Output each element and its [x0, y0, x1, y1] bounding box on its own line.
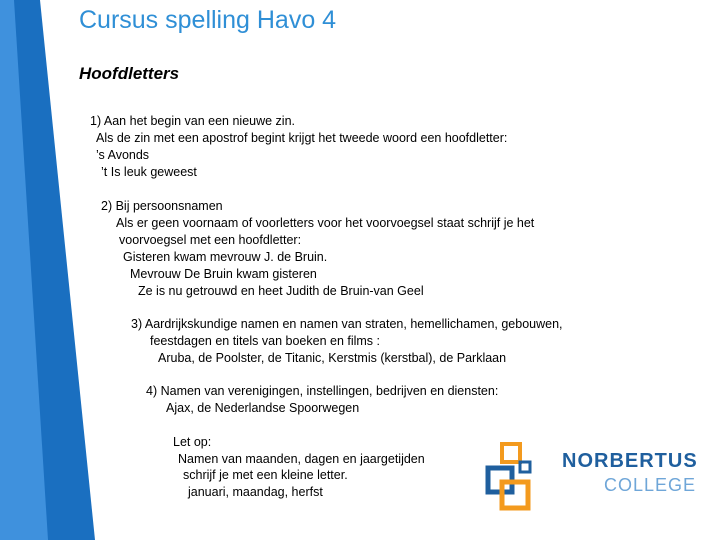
note-example: januari, maandag, herfst	[188, 485, 323, 499]
section-heading: Hoofdletters	[79, 64, 180, 83]
rule-1-example-2: ’t Is leuk geweest	[101, 165, 197, 179]
rule-3-heading: 3) Aardrijkskundige namen en namen van straten, hemellichamen, gebouwen,	[131, 317, 563, 331]
rule-1-example-1: ’s Avonds	[96, 148, 150, 162]
school-logo-icon	[480, 440, 560, 530]
note-heading: Let op:	[173, 435, 212, 449]
rule-2-text-2: voorvoegsel met een hoofdletter:	[119, 233, 302, 247]
rule-3-text: feestdagen en titels van boeken en films :	[150, 334, 381, 348]
rule-2-heading: 2) Bij persoonsnamen	[101, 199, 223, 213]
rule-4-heading: 4) Namen van verenigingen, instellingen, bedrijven en diensten:	[146, 384, 499, 398]
rule-4-example: Ajax, de Nederlandse Spoorwegen	[166, 401, 360, 415]
note-text-2: schrijf je met een kleine letter.	[183, 468, 348, 482]
rule-1-text: Als de zin met een apostrof begint krijgt het tweede woord een hoofdletter:	[96, 131, 508, 145]
rule-2-example-1: Gisteren kwam mevrouw J. de Bruin.	[123, 250, 328, 264]
rule-2-example-2: Mevrouw De Bruin kwam gisteren	[130, 267, 317, 281]
rule-2-text-1: Als er geen voornaam of voorletters voor het voorvoegsel staat schrijf je het	[116, 216, 535, 230]
logo-subname: COLLEGE	[604, 475, 697, 495]
logo-name: NORBERTUS	[562, 450, 698, 472]
rule-1-heading: 1) Aan het begin van een nieuwe zin.	[90, 114, 296, 128]
page-title: Cursus spelling Havo 4	[79, 6, 337, 34]
note-text-1: Namen van maanden, dagen en jaargetijden	[178, 452, 425, 466]
rule-2-example-3: Ze is nu getrouwd en heet Judith de Bruin-van Geel	[138, 284, 424, 298]
rule-3-example: Aruba, de Poolster, de Titanic, Kerstmis (kerstbal), de Parklaan	[158, 351, 507, 365]
